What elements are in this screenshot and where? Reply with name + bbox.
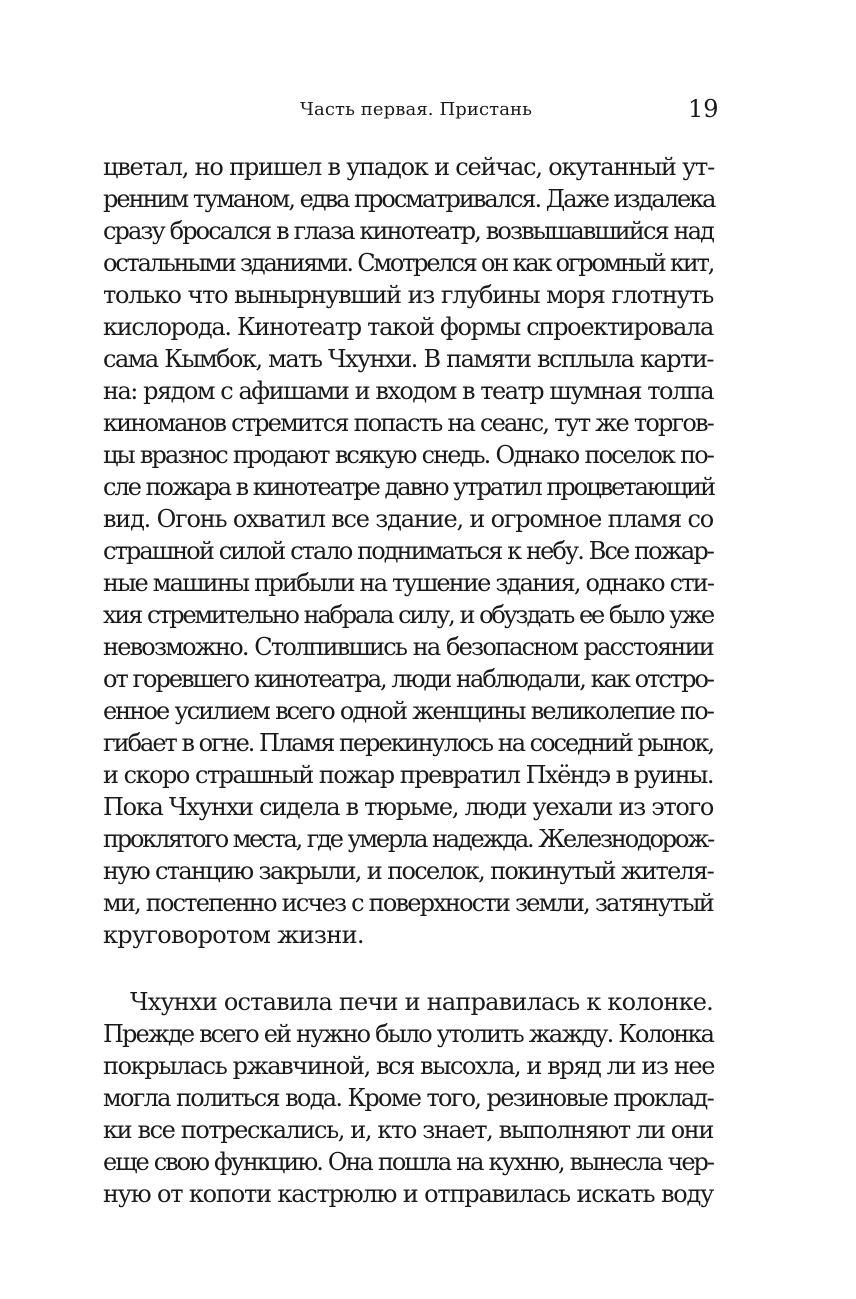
text-line: ми, постепенно исчез с поверхности земли, затянутый	[103, 889, 713, 917]
text-line: кислорода. Кинотеатр такой формы спроектировала	[103, 313, 713, 341]
text-line: и скоро страшный пожар превратил Пхёндэ в руины.	[103, 761, 713, 789]
text-line: ную от копоти кастрюлю и отправилась искать воду	[103, 1180, 713, 1208]
text-line: ки все потрескались, и, кто знает, выполняют ли они	[103, 1116, 713, 1144]
text-line: ренним туманом, едва просматривался. Даже издалека	[103, 185, 715, 213]
text-line: только что вынырнувший из глубины моря глотнуть	[103, 281, 713, 309]
text-line: енное усилием всего одной женщины великолепие по-	[103, 697, 713, 725]
text-line: цветал, но пришел в упадок и сейчас, окутанный ут-	[103, 153, 715, 181]
text-line: вид. Огонь охватил все здание, и огромное пламя со	[103, 505, 713, 533]
text-line: проклятого места, где умерла надежда. Железнодорож-	[103, 825, 713, 853]
text-line: ные машины прибыли на тушение здания, однако сти-	[103, 569, 714, 597]
text-line: сама Кымбок, мать Чхунхи. В памяти всплыла карти-	[103, 345, 713, 373]
text-line: могла политься вода. Кроме того, резиновые проклад-	[103, 1084, 713, 1112]
text-line: круговоротом жизни.	[103, 921, 364, 949]
text-line: цы вразнос продают всякую снедь. Однако поселок по-	[103, 441, 713, 469]
text-line: страшной силой стало подниматься к небу. Все пожар-	[103, 537, 713, 565]
text-line: ную станцию закрыли, и поселок, покинутый жителя-	[103, 857, 713, 885]
text-line: Чхунхи оставила печи и направилась к колонке.	[130, 988, 713, 1016]
text-line: сле пожара в кинотеатре давно утратил процветающий	[103, 473, 715, 501]
text-line: от горевшего кинотеатра, люди наблюдали, как отстро-	[103, 665, 713, 693]
text-line: хия стремительно набрала силу, и обуздать ее было уже	[103, 601, 713, 629]
text-line: еще свою функцию. Она пошла на кухню, вынесла чер-	[103, 1148, 713, 1176]
text-line: покрылась ржавчиной, вся высохла, и вряд ли из нее	[103, 1052, 715, 1080]
text-line: невозможно. Столпившись на безопасном расстоянии	[103, 633, 713, 661]
text-line: на: рядом с афишами и входом в театр шумная толпа	[103, 377, 713, 405]
text-line: Прежде всего ей нужно было утолить жажду. Колонка	[103, 1020, 713, 1048]
text-line: гибает в огне. Пламя перекинулось на соседний рынок,	[103, 729, 714, 757]
text-line: киноманов стремится попасть на сеанс, тут же торгов-	[103, 409, 713, 437]
running-title: Часть первая. Пристань	[300, 99, 533, 120]
text-line: Пока Чхунхи сидела в тюрьме, люди уехали из этого	[103, 793, 713, 821]
page-number: 19	[688, 95, 719, 123]
text-line: остальными зданиями. Смотрелся он как огромный кит,	[103, 249, 714, 277]
text-line: сразу бросался в глаза кинотеатр, возвышавшийся над	[103, 217, 713, 245]
